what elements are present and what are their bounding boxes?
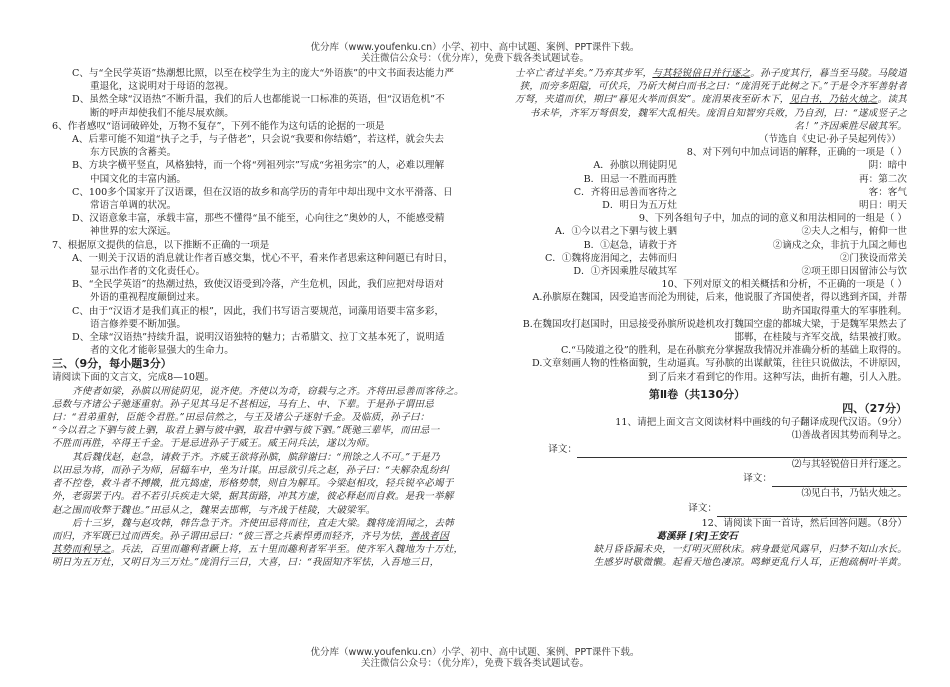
poem-title: 葛溪驿 [宋]王安石 <box>656 530 738 542</box>
answer-blank[interactable] <box>717 506 907 517</box>
section-3-heading: 三、（9分，每小题3分） <box>52 357 172 371</box>
underlined-sentence-1-cont: 其势而利导之 <box>52 544 111 556</box>
q6-option-c: C、100多个国家开了汉语课，但在汉语的故乡和高学历的青年中却出现中文水平滑落、日 <box>72 186 453 198</box>
option-gloss: 再：第二次 <box>859 173 907 185</box>
passage-source: （节选自《史记·孙子吴起列传》） <box>758 134 901 146</box>
q6-option-b: B、方块字横平竖直，风格独特，而一个将“列祖列宗”写成“劣祖劣宗”的人，必难以理解 <box>72 160 445 172</box>
q11-item-2: ⑵与其轻锐倍日并行逐之。 <box>791 459 907 471</box>
passage-line <box>487 67 907 80</box>
passage-line: 狭，而旁多阻隘，可伏兵，乃斫大树白而书之曰：“庞涓死于此树之下。”于是令齐军善射者 <box>519 81 907 93</box>
poem-line: 缺月昏昏漏未央，一灯明灭照秋床。病身最觉风露早，归梦不知山水长。 <box>593 544 907 556</box>
footer-line-1: 优分库（www.youfenku.cn）小学、初中、高中试题、案例、PPT课件下载。 <box>310 647 640 658</box>
option-text: B．田忌一不胜而再胜 <box>583 173 677 185</box>
q10-option-d-cont: 到了后来才看到它的作用。这种写法，曲折有趣，引人入胜。 <box>647 371 907 383</box>
question-10: 10、下列对原文的相关概括和分析，不正确的一项是（ ） <box>661 279 907 291</box>
passage-line: 曰：“君弟重射，臣能令君胜。”田忌信然之，与王及诸公子逐射千金。及临质，孙子曰： <box>52 412 430 424</box>
option-gloss: 客：客气 <box>868 186 907 198</box>
passage-line: 忌数与齐诸公子驰逐重射。孙子见其马足不甚相远，马有上、中、下辈。于是孙子谓田忌 <box>52 398 434 410</box>
question-11: 11、请把上面文言文阅读材料中画线的句子翻译成现代汉语。（9分） <box>615 416 907 428</box>
option-text: C．齐将田忌善而客待之 <box>573 186 677 198</box>
q10-option-d: D.文章刻画人物的性格面貌，生动逼真。写孙膑的出谋献策，往往只说做法，不讲原因， <box>532 358 907 370</box>
option-text-2: ②项王即日因留沛公与饮 <box>801 266 907 278</box>
q7-option-d: D、全球“汉语热”持续升温，说明汉语独特的魅力；古希腊文、拉丁文基本死了，说明适 <box>72 332 445 344</box>
q10-option-c: C.“马陵道之役”的胜利，是在孙膑充分掌握敌我情况并准确分析的基础上取得的。 <box>560 345 907 357</box>
option-text: B．①赵急，请救于齐 <box>583 239 677 251</box>
passage-line: 者不控卷，救斗者不搏撠，批亢捣虚，形格势禁，则自为解耳。今梁赵相攻，轻兵锐卒必竭于 <box>52 478 454 490</box>
question-7: 7、根据原文提供的信息，以下推断不正确的一项是 <box>52 239 270 251</box>
q11-answer-1 <box>487 442 907 458</box>
passage-text: 。兵法，百里而趣利者蹶上将，五十里而趣利者军半至。使齐军入魏地为十万灶， <box>110 544 464 556</box>
passage-text: 。孙子度其行，暮当至马陵。马陵道 <box>750 68 907 79</box>
passage-line: 书未毕，齐军万弩俱发，魏军大乱相失。庞涓自知智穷兵败，乃自刭，曰：“遂成竖子之 <box>529 107 907 119</box>
q8-option-c <box>487 186 907 199</box>
passage-line <box>52 543 470 556</box>
passage-line: 名！”齐因乘胜尽破其军。 <box>794 120 907 132</box>
q5-option-d: D、虽然全球“汉语热”不断升温，我们的后人也都能说一口标准的英语，但“汉语危机”不 <box>72 94 445 106</box>
q7-option-a: A、一则关于汉语的消息就让作者百感交集，忧心不平，看来作者思索这种问题已有时日， <box>72 252 454 264</box>
q7-option-b: B、“全民学英语”的热潮过热，致使汉语受到冷落，产生危机，因此，我们应把对母语对 <box>72 279 444 291</box>
question-8: 8、对下列句中加点词语的解释，正确的一项是（ ） <box>686 147 907 159</box>
translation-label: 译文： <box>688 502 717 514</box>
answer-blank[interactable] <box>772 476 907 487</box>
q9-option-d <box>487 265 907 278</box>
option-text: A．孙膑以刑徒阴见 <box>593 160 677 172</box>
passage-text: 。读其 <box>877 94 907 106</box>
option-gloss: 阴：暗中 <box>868 160 907 172</box>
passage-line: 齐使者如梁，孙膑以刑徒阴见，说齐使。齐使以为奇，窃载与之齐。齐将田忌善而客待之。 <box>72 385 464 397</box>
passage-line <box>52 530 470 543</box>
q10-option-b-cont: 邯郸，在桂陵与齐军交战，结果被打败。 <box>734 332 907 344</box>
q6-option-d-cont: 神世界的宏大深远。 <box>90 226 177 238</box>
q11-answer-2 <box>487 471 907 487</box>
header-line-1: 优分库（www.youfenku.cn）小学、初中、高中试题、案例、PPT课件下载。 <box>310 42 640 53</box>
question-9: 9、下列各组句子中，加点的词的意义和用法相同的一组是（ ） <box>638 213 907 225</box>
q9-option-b <box>487 239 907 252</box>
poem-line: 生感岁时歇微懒。起看天地色凄凉。鸣蝉更乱行人耳，正抱疏桐叶半黄。 <box>593 557 907 569</box>
q10-option-a-cont: 助齐国取得重大的军事胜利。 <box>782 305 907 317</box>
q5-option-d-cont: 断的呼声却使我们不能尽展欢颜。 <box>90 107 234 119</box>
q9-option-c <box>487 252 907 265</box>
passage-line: 后十三岁，魏与赵攻韩，韩告急于齐。齐使田忌将而往，直走大梁。魏将庞涓闻之，去韩 <box>72 517 454 529</box>
option-text: C．①魏将庞涓闻之，去韩而归 <box>544 252 677 264</box>
translation-label: 译文： <box>548 444 577 456</box>
q7-option-c: C、由于“汉语才是我们真正的根”，因此，我们书写语言要规范，词藻用语要丰富多彩， <box>72 305 445 317</box>
q8-option-a <box>487 159 907 172</box>
q6-option-a-cont: 东方民族的含蓄美。 <box>90 147 177 159</box>
passage-line: 赵之围而收弊于魏也。”田忌从之，魏果去邯郸，与齐战于桂陵，大破梁军。 <box>52 504 376 516</box>
q8-option-b <box>487 173 907 186</box>
q6-option-a: A、后辈可能不知道“执子之手，与子偕老”，只会说“我要和你结婚”，若这样，就会失去 <box>72 134 444 146</box>
passage-line <box>487 93 907 106</box>
underlined-sentence-3: 见白书，乃钻火烛之 <box>789 94 878 106</box>
section-3-intro: 请阅读下面的文言文，完成8—10题。 <box>52 372 215 384</box>
passage-line: 以田忌为将，而孙子为师，居辎车中，坐为计谋。田忌欲引兵之赵，孙子曰：“夫解杂乱纷纠 <box>52 464 449 476</box>
q10-option-b: B.在魏国攻打赵国时，田忌接受孙膑所说趁机攻打魏国空虚的都城大梁，于是魏军果然去了 <box>522 318 907 330</box>
option-text-2: ②谪戍之众，非抗于九国之师也 <box>772 239 907 251</box>
q11-answer-3 <box>487 501 907 517</box>
q5-option-c: C、与“全民学英语”热潮想比照，以至在校学生为主的庞大“外语族”的中文书面表达能力严 <box>72 68 454 79</box>
left-column <box>52 67 470 570</box>
passage-line: 不胜而再胜，卒得王千金。于是忌进孙子于威王。威王问兵法，遂以为师。 <box>52 438 376 450</box>
underlined-sentence-2: 与其轻锐倍日并行逐之 <box>652 68 751 79</box>
section-4-heading: 四、（27分） <box>842 401 907 415</box>
passage-text: 而归，齐军既已过而西矣。孙子谓田忌曰：“彼三晋之兵素悍勇而轻齐，齐号为怯， <box>52 530 410 542</box>
option-text-2: ②夫人之相与，俯仰一世 <box>801 226 907 238</box>
passage-text: 士卒亡者过半矣。”乃弃其步军， <box>514 68 653 79</box>
question-12: 12、请阅读下面一首诗，然后回答问题。（8分） <box>701 517 907 529</box>
passage-line: 明日为五万灶，又明日为三万灶。”庞涓行三日，大喜，曰：“我固知齐军怯，入吾地三日， <box>52 557 440 569</box>
q7-option-b-cont: 外语的重视程度颠倒过来。 <box>90 292 206 304</box>
question-6: 6、作者感叹“语词破碎处，万物不复存”，下列不能作为这句话的论据的一项是 <box>52 120 385 132</box>
volume-2-title: 第Ⅱ卷（共130分） <box>648 387 746 401</box>
passage-line: 外，老弱罢于内。君不若引兵疾走大梁，据其街路，冲其方虚，彼必释赵而自救。是我一举解 <box>52 491 454 503</box>
q6-option-b-cont: 中国文化的丰富内涵。 <box>90 173 186 185</box>
underlined-sentence-1: 善战者因 <box>409 530 449 542</box>
option-gloss: 明日：明天 <box>859 200 907 212</box>
option-text: D．①齐因乘胜尽破其军 <box>573 266 677 278</box>
q10-option-a: A.孙膑原在魏国，因受追害而沦为刑徒，后来，他说服了齐国使者，得以逃到齐国，并帮 <box>532 292 907 304</box>
option-text-2: ②门狭设而常关 <box>839 252 907 264</box>
option-text: A．①今以君之下驷与彼上驷 <box>554 226 677 238</box>
right-column <box>487 67 907 570</box>
footer-line-2: 关注微信公众号：（优分库），免费下载各类试题试卷。 <box>360 658 589 669</box>
q11-item-1: ⑴善战者因其势而利导之。 <box>791 430 907 442</box>
answer-blank[interactable] <box>577 447 907 458</box>
q7-option-a-cont: 显示出作者的文化责任心。 <box>90 266 206 278</box>
header-line-2: 关注微信公众号：（优分库），免费下载各类试题试卷。 <box>360 53 589 64</box>
passage-line: “今以君之下驷与彼上驷，取君上驷与彼中驷，取君中驷与彼下驷。”既驰三辈毕，而田忌一 <box>52 425 440 437</box>
q7-option-c-cont: 语言修养要不断加强。 <box>90 318 186 330</box>
option-text: D．明日为五万灶 <box>602 200 677 212</box>
q6-option-c-cont: 常语言单调的状况。 <box>90 200 177 212</box>
passage-line: 其后魏伐赵，赵急，请救于齐。齐威王欲将孙膑，膑辞谢曰：“刑馀之人不可。”于是乃 <box>72 451 440 463</box>
q11-item-3: ⑶见白书，乃钻火烛之。 <box>801 488 907 500</box>
q7-option-d-cont: 者的文化才能彰显强大的生命力。 <box>90 345 234 357</box>
q5-option-c-cont: 重退化，这说明对于母语的忽视。 <box>90 81 234 93</box>
passage-text: 万弩，夹道而伏，期曰“暮见火举而俱发”。庞涓果夜至斫木下， <box>514 94 790 106</box>
q6-option-d: D、汉语意象丰富，承载丰富，那些不懂得“虽不能至，心向往之”奥妙的人，不能感受精 <box>72 213 445 225</box>
q9-option-a <box>487 225 907 238</box>
translation-label: 译文： <box>743 473 772 485</box>
q8-option-d <box>487 199 907 212</box>
